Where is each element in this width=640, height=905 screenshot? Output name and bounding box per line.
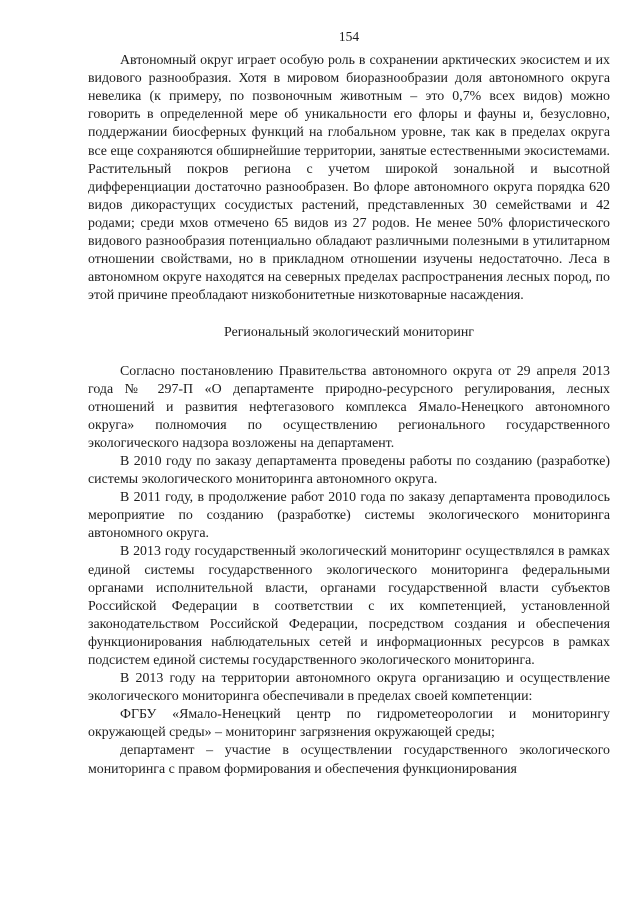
section-heading: Региональный экологический мониторинг	[224, 325, 474, 341]
page-number: 154	[338, 29, 360, 44]
paragraph-2011: В 2011 году, в продолжение работ 2010 года по заказу департамента проводилось мероприятие по созданию (разработке) системы экологического мониторинга автономного округа.	[88, 490, 610, 542]
document-page	[88, 28, 610, 779]
paragraph-fgbu: ФГБУ «Ямало-Ненецкий центр по гидрометеорологии и мониторингу окружающей среды» – мониторинг загрязнения окружающей среды;	[88, 707, 610, 741]
paragraph-2013-organization: В 2013 году на территории автономного округа организацию и осуществление экологического мониторинга обеспечивали в пределах своей компетенции:	[88, 671, 610, 705]
paragraph-2010: В 2010 году по заказу департамента проведены работы по созданию (разработке) системы экологического мониторинга автономного округа.	[88, 453, 610, 488]
paragraph-arctic-ecosystems: Автономный округ играет особую роль в сохранении арктических экосистем и их видового разнообразия. Хотя в мировом биоразнообразии доля автономного округа невелика (к примеру, по позвоночным животным – это 0,7% всех видов) можно говорить в определенной мере об уникальности его флоры и фауны и, безусловно, поддержании биосферных функций на глобальном уровне, так как в пределах округа все еще сохраняются обширнейшие территории, занятые естественными экосистемами. Растительный покров региона с учетом широкой зональной и высотной дифференциации достаточно разнообразен. Во флоре автономного округа порядка 620 видов дикорастущих сосудистых растений, представленных 30 семействами и 42 родами; среди мхов отмечено 65 видов из 27 родов. Не менее 50% флористического видового разнообразия потенциально обладают различными полезными в утилитарном отношении свойствами, но в прикладном отношении изучены недостаточно. Леса в автономном округе находятся на северных пределах распространения лесных пород, по этой причине преобладают низкобонитетные низкотоварные насаждения.	[88, 53, 610, 304]
paragraph-resolution: Согласно постановлению Правительства автономного округа от 29 апреля 2013 года № 297-П «О департаменте природно-ресурсного регулирования, лесных отношений и развития нефтегазового комплекса Ямало-Ненецкого автономного округа» полномочия по осуществлению регионального государственного экологического надзора возложены на департамент.	[88, 363, 610, 451]
paragraph-department: департамент – участие в осуществлении государственного экологического мониторинга с правом формирования и обеспечения функционирования	[88, 743, 610, 777]
paragraph-2013-monitoring: В 2013 году государственный экологический мониторинг осуществлялся в рамках единой системы государственного экологического мониторинга федеральными органами исполнительной власти, органами государственной власти субъектов Российской Федерации в соответствии с их компетенцией, установленной законодательством Российской Федерации, посредством создания и обеспечения функционирования наблюдательных сетей и информационных ресурсов в рамках подсистем единой системы государственного экологического мониторинга.	[88, 544, 610, 668]
